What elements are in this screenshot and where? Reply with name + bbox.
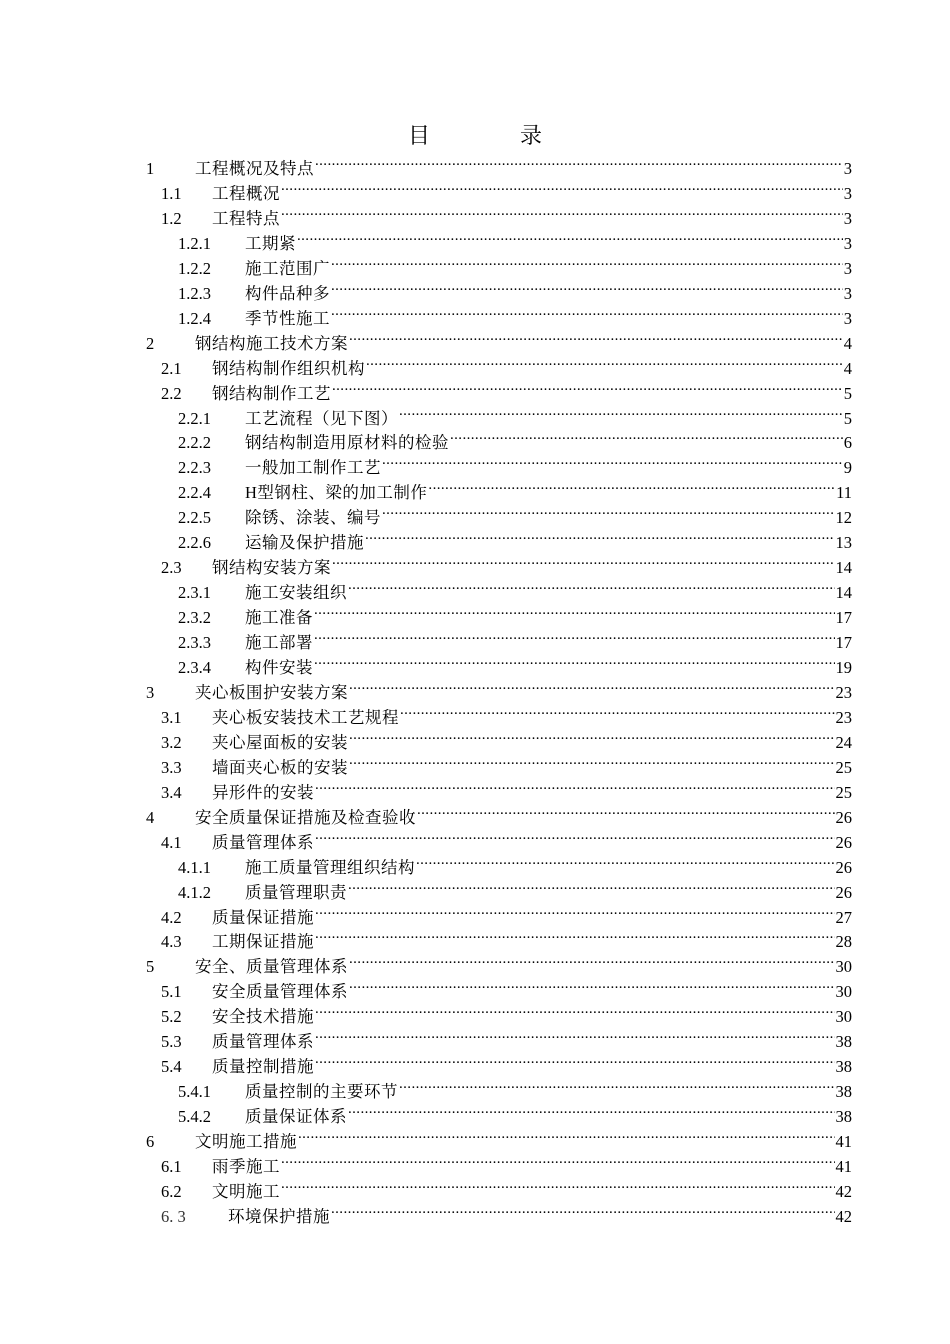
toc-entry-number: 2.1 [161, 358, 182, 378]
toc-entry-page-number: 3 [843, 283, 852, 303]
toc-entry-page-number: 11 [836, 483, 852, 503]
toc-dot-leader [314, 648, 835, 673]
toc-entry-title: 质量管理职责 [245, 882, 347, 902]
toc-entry[interactable] [178, 473, 852, 503]
toc-entry-title: 安全质量管理体系 [212, 982, 348, 1002]
toc-entry-title: 钢结构施工技术方案 [195, 333, 348, 353]
toc-entry-page-number: 26 [835, 832, 852, 852]
toc-entry[interactable] [178, 448, 852, 478]
toc-entry-number: 2.2.1 [178, 408, 211, 428]
toc-entry-title: 季节性施工 [245, 308, 330, 328]
toc-entry-page-number: 23 [835, 707, 852, 727]
toc-dot-leader [315, 823, 835, 848]
toc-entry-number: 4.2 [161, 907, 182, 927]
toc-entry[interactable] [178, 249, 852, 278]
toc-dot-leader [332, 548, 835, 573]
toc-entry-page-number: 30 [835, 982, 852, 1002]
toc-entry-page-number: 38 [835, 1082, 852, 1102]
toc-entry-number: 1.2.3 [178, 283, 211, 303]
toc-entry-page-number: 28 [835, 932, 852, 952]
toc-entry-page-number: 3 [843, 208, 852, 228]
toc-entry-title: 除锈、涂装、编号 [245, 508, 381, 528]
toc-entry-page-number: 30 [835, 1007, 852, 1027]
toc-entry-number: 2.3 [161, 558, 182, 578]
toc-entry-number: 5.4.2 [178, 1107, 211, 1127]
toc-dot-leader [315, 997, 835, 1022]
toc-entry[interactable] [161, 972, 852, 1002]
toc-entry-page-number: 26 [835, 882, 852, 902]
toc-entry-title: 运输及保护措施 [245, 533, 364, 553]
toc-entry[interactable] [178, 873, 852, 902]
toc-dot-leader [349, 673, 835, 698]
toc-entry-page-number: 23 [835, 682, 852, 702]
toc-dot-leader [281, 199, 843, 224]
toc-dot-leader [331, 274, 843, 299]
toc-dot-leader [332, 374, 843, 399]
toc-entry-title: 质量管理体系 [212, 1032, 314, 1052]
toc-dot-leader [315, 898, 835, 923]
toc-entry-title: 文明施工 [212, 1181, 280, 1201]
toc-dot-leader [315, 149, 843, 174]
toc-entry-title: 工程概况及特点 [195, 159, 314, 178]
toc-dot-leader [315, 773, 835, 798]
toc-entry-title: 钢结构制造用原材料的检验 [245, 433, 449, 453]
toc-entry-title: 施工范围广 [245, 258, 330, 278]
toc-entry-page-number: 42 [835, 1181, 852, 1201]
toc-entry-number: 4.1.1 [178, 857, 211, 877]
toc-entry[interactable] [178, 224, 852, 253]
toc-entry-number: 6 [146, 1132, 155, 1152]
toc-dot-leader [298, 1122, 835, 1147]
toc-entry-title: 施工质量管理组织结构 [245, 857, 415, 877]
toc-dot-leader [349, 748, 835, 773]
toc-dot-leader [349, 324, 843, 349]
toc-entry-title: 施工部署 [245, 633, 313, 653]
toc-entry-page-number: 42 [835, 1206, 852, 1226]
toc-entry-number: 1.2.4 [178, 308, 211, 328]
toc-entry[interactable] [161, 823, 852, 852]
toc-entry-number: 1 [146, 159, 155, 178]
toc-dot-leader [417, 798, 835, 823]
toc-dot-leader [314, 598, 835, 623]
toc-entry-page-number: 14 [835, 558, 852, 578]
toc-entry-title: 安全技术措施 [212, 1007, 314, 1027]
toc-entry-number: 6.1 [161, 1157, 182, 1176]
toc-entry-number: 5.1 [161, 982, 182, 1002]
toc-dot-leader [314, 623, 835, 648]
toc-entry-number: 4 [146, 807, 155, 827]
toc-entry-page-number: 13 [835, 533, 852, 553]
toc-entry-page-number: 38 [835, 1032, 852, 1052]
toc-entry-page-number: 26 [835, 807, 852, 827]
toc-entry-page-number: 12 [835, 508, 852, 528]
toc-entry-number: 2.2.2 [178, 433, 211, 453]
toc-dot-leader [331, 299, 843, 324]
toc-entry-number: 4.3 [161, 932, 182, 952]
toc-entry[interactable] [178, 1097, 852, 1127]
toc-dot-leader [382, 448, 843, 473]
toc-entry[interactable] [146, 149, 852, 178]
toc-entry[interactable] [146, 798, 852, 827]
toc-dot-leader [315, 1022, 835, 1047]
toc-entry[interactable] [146, 947, 852, 977]
toc-entry-number: 4.1 [161, 832, 182, 852]
toc-entry-number: 6.2 [161, 1181, 182, 1201]
toc-entry[interactable] [178, 573, 852, 603]
toc-dot-leader [281, 1172, 835, 1197]
toc-entry-page-number: 27 [835, 907, 852, 927]
toc-dot-leader [331, 249, 843, 274]
toc-entry-title: 工程概况 [212, 183, 280, 203]
toc-entry[interactable] [161, 1022, 852, 1052]
toc-entry[interactable] [146, 673, 852, 702]
toc-entry-page-number: 38 [835, 1057, 852, 1077]
toc-entry[interactable] [178, 399, 852, 428]
toc-dot-leader [281, 174, 843, 199]
toc-entry-number: 3.1 [161, 707, 182, 727]
toc-entry-page-number: 3 [843, 183, 852, 203]
toc-entry-page-number: 9 [843, 458, 852, 478]
toc-entry-number: 2 [146, 333, 155, 353]
toc-dot-leader [348, 1097, 835, 1122]
toc-entry-title: 钢结构制作工艺 [212, 383, 331, 403]
toc-entry-title: 质量管理体系 [212, 832, 314, 852]
toc-entry-title: 工期紧 [245, 233, 296, 253]
toc-entry-title: 工程特点 [212, 208, 280, 228]
toc-title: 目 录 [407, 123, 576, 148]
toc-entry-number: 5 [146, 957, 155, 977]
toc-dot-leader [382, 498, 835, 523]
toc-entry[interactable] [161, 349, 852, 378]
toc-entry-page-number: 3 [843, 159, 852, 178]
toc-entry-number: 3.4 [161, 782, 182, 802]
toc-entry-page-number: 4 [843, 333, 852, 353]
toc-entry-title: 施工准备 [245, 608, 313, 628]
toc-entry-number: 3.3 [161, 757, 182, 777]
toc-entry-title: 构件品种多 [245, 283, 330, 303]
toc-entry[interactable] [161, 773, 852, 802]
toc-entry-page-number: 30 [835, 957, 852, 977]
toc-dot-leader [399, 399, 843, 424]
toc-entry[interactable] [146, 1122, 852, 1152]
toc-entry[interactable] [161, 698, 852, 727]
toc-dot-leader [349, 947, 835, 972]
toc-dot-leader [349, 972, 835, 997]
toc-dot-leader [315, 922, 835, 947]
toc-entry-page-number: 17 [835, 633, 852, 653]
toc-entry-page-number: 19 [835, 658, 852, 677]
toc-entry-number: 1.2 [161, 208, 182, 228]
toc-entry[interactable] [161, 898, 852, 927]
toc-entry-page-number: 17 [835, 608, 852, 628]
toc-entry[interactable] [161, 1172, 852, 1201]
toc-dot-leader [281, 1147, 835, 1172]
toc-entry[interactable] [178, 523, 852, 553]
toc-entry-title: 墙面夹心板的安装 [212, 757, 348, 777]
toc-entry-number: 5.2 [161, 1007, 182, 1027]
toc-dot-leader [450, 423, 843, 448]
toc-entry-title: 工期保证措施 [212, 932, 314, 952]
toc-entry[interactable] [178, 423, 852, 453]
toc-entry[interactable] [178, 598, 852, 628]
toc-entry-page-number: 5 [843, 408, 852, 428]
toc-entry-title: 质量控制的主要环节 [245, 1082, 398, 1102]
toc-entry[interactable] [161, 1047, 852, 1077]
toc-entry-number: 1.2.2 [178, 258, 211, 278]
toc-dot-leader [349, 723, 835, 748]
toc-entry[interactable] [178, 299, 852, 328]
toc-entry[interactable] [161, 997, 852, 1027]
toc-entry-title: 夹心板围护安装方案 [195, 682, 348, 702]
toc-entry[interactable] [146, 324, 852, 353]
toc-entry-title: 安全质量保证措施及检查验收 [195, 807, 416, 827]
toc-dot-leader [315, 1047, 835, 1072]
toc-dot-leader [331, 1197, 835, 1222]
toc-entry-title: 质量保证体系 [245, 1107, 347, 1127]
toc-entry-number: 2.3.3 [178, 633, 211, 653]
toc-entry[interactable] [178, 274, 852, 303]
toc-entry[interactable] [178, 623, 852, 653]
toc-entry-number: 2.3.4 [178, 658, 211, 677]
toc-entry-page-number: 38 [835, 1107, 852, 1127]
toc-entry-number: 2.2.3 [178, 458, 211, 478]
toc-entry-title: H型钢柱、梁的加工制作 [245, 483, 428, 503]
toc-entry-title: 质量控制措施 [212, 1057, 314, 1077]
toc-entry-page-number: 25 [835, 782, 852, 802]
toc-entry-page-number: 26 [835, 857, 852, 877]
toc-entry-page-number: 3 [843, 308, 852, 328]
toc-dot-leader [348, 873, 835, 898]
toc-dot-leader [348, 573, 835, 598]
toc-entry-number: 5.3 [161, 1032, 182, 1052]
toc-entry-number: 2.2.5 [178, 508, 211, 528]
toc-entry[interactable] [178, 848, 852, 877]
toc-entry[interactable] [161, 1147, 852, 1176]
toc-entry-title: 钢结构安装方案 [212, 558, 331, 578]
toc-entry-title: 文明施工措施 [195, 1132, 297, 1152]
toc-entry[interactable] [161, 174, 852, 203]
toc-entry-title: 安全、质量管理体系 [195, 957, 348, 977]
toc-entry-title: 夹心板安装技术工艺规程 [212, 707, 399, 727]
toc-entry-title: 雨季施工 [212, 1157, 280, 1176]
toc-entry-number: 6. 3 [161, 1206, 186, 1226]
toc-entry-title: 质量保证措施 [212, 907, 314, 927]
toc-entry-title: 异形件的安装 [212, 782, 314, 802]
toc-entry[interactable] [161, 723, 852, 752]
toc-entry-page-number: 41 [835, 1132, 852, 1152]
toc-entry-title: 构件安装 [245, 658, 313, 677]
toc-dot-leader [400, 698, 835, 723]
toc-entry[interactable] [161, 199, 852, 228]
toc-dot-leader [297, 224, 843, 249]
toc-entry-number: 3.2 [161, 732, 182, 752]
toc-entry-page-number: 5 [843, 383, 852, 403]
toc-entry-number: 1.1 [161, 183, 182, 203]
toc-entry-title: 一般加工制作工艺 [245, 458, 381, 478]
toc-entry-title: 夹心屋面板的安装 [212, 732, 348, 752]
toc-entry-title: 工艺流程（见下图） [245, 408, 398, 428]
toc-entry-number: 2.2 [161, 383, 182, 403]
toc-entry[interactable] [178, 1072, 852, 1102]
toc-entry-title: 施工安装组织 [245, 583, 347, 603]
toc-entry-number: 1.2.1 [178, 233, 211, 253]
toc-entry[interactable] [178, 498, 852, 528]
toc-entry-page-number: 6 [843, 433, 852, 453]
toc-entry-page-number: 41 [835, 1157, 852, 1176]
toc-entry-number: 4.1.2 [178, 882, 211, 902]
toc-entry-number: 2.3.1 [178, 583, 211, 603]
toc-entry-title: 钢结构制作组织机构 [212, 358, 365, 378]
toc-dot-leader [428, 473, 835, 498]
toc-entry-number: 5.4.1 [178, 1082, 211, 1102]
toc-entry-number: 5.4 [161, 1057, 182, 1077]
toc-dot-leader [366, 349, 843, 374]
toc-entry[interactable] [161, 548, 852, 578]
toc-entry[interactable] [178, 648, 852, 677]
toc-entry[interactable] [161, 922, 852, 952]
toc-entry-page-number: 3 [843, 233, 852, 253]
toc-entry-number: 2.3.2 [178, 608, 211, 628]
toc-entry-page-number: 24 [835, 732, 852, 752]
toc-entry[interactable] [161, 1197, 852, 1226]
toc-entry-page-number: 3 [843, 258, 852, 278]
toc-entry-page-number: 25 [835, 757, 852, 777]
toc-dot-leader [365, 523, 835, 548]
toc-entry-page-number: 4 [843, 358, 852, 378]
toc-entry-number: 2.2.4 [178, 483, 211, 503]
toc-entry-page-number: 14 [835, 583, 852, 603]
toc-entry[interactable] [161, 374, 852, 403]
toc-entry-title: 环境保护措施 [228, 1206, 330, 1226]
toc-dot-leader [399, 1072, 835, 1097]
toc-entry[interactable] [161, 748, 852, 777]
toc-entry-number: 3 [146, 682, 155, 702]
toc-entry-number: 2.2.6 [178, 533, 211, 553]
toc-dot-leader [416, 848, 835, 873]
